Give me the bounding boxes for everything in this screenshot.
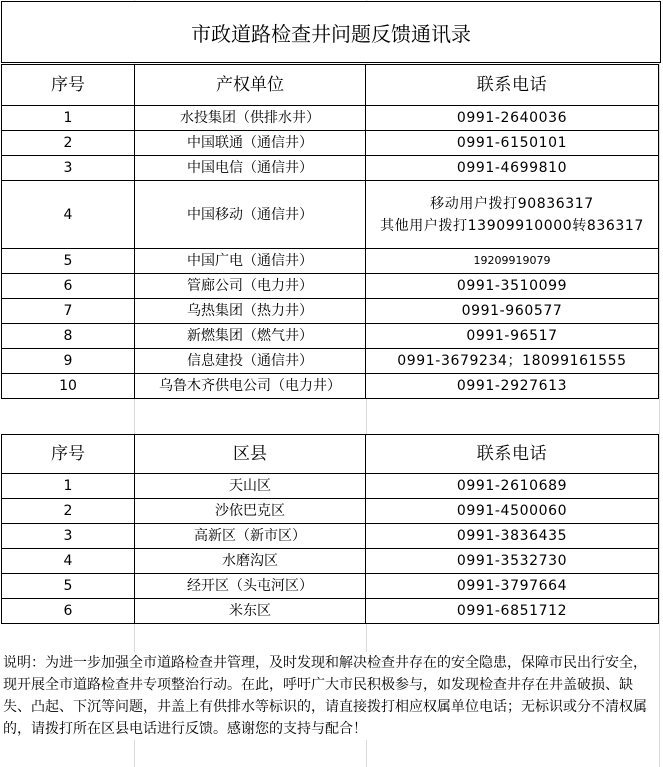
row-phone [366,181,659,249]
row-phone: 0991-4500060 [366,499,659,524]
row-no: 3 [2,524,135,549]
row-no: 7 [2,299,135,324]
header-no: 序号 [2,435,135,474]
district-table [1,434,659,624]
property-unit-table [1,64,659,399]
phone-line-other: 其他用户拨打13909910000转836317 [380,217,644,234]
table-row [2,131,659,156]
row-phone: 0991-3532730 [366,549,659,574]
row-no: 6 [2,274,135,299]
header-phone: 联系电话 [366,435,659,474]
header-unit: 产权单位 [135,65,366,106]
table-header-row [2,435,659,474]
row-district: 经开区（头屯河区） [135,574,366,599]
table-row [2,599,659,624]
table-row [2,524,659,549]
header-phone: 联系电话 [366,65,659,106]
explanation-note: 说明：为进一步加强全市道路检查井管理，及时发现和解决检查井存在的安全隐患，保障市民出行安全，现开展全市道路检查井专项整治行动。在此，呼吁广大市民积极参与，如发现检查井存在井盖破损、缺失、凸起、下沉等问题，井盖上有供排水等标识的，请直接拨打相应权属单位电话；无标识或分不清权属的，请拨打所在区县电话进行反馈。感谢您的支持与配合！ [3,652,659,740]
row-district: 沙依巴克区 [135,499,366,524]
row-no: 3 [2,156,135,181]
row-phone: 0991-3510099 [366,274,659,299]
row-no: 1 [2,474,135,499]
table-row [2,374,659,399]
row-phone: 0991-2927613 [366,374,659,399]
row-no: 5 [2,249,135,274]
row-phone: 0991-96517 [366,324,659,349]
row-phone: 0991-3679234；18099161555 [366,349,659,374]
row-phone: 0991-6150101 [366,131,659,156]
row-no: 4 [2,181,135,249]
table-row [2,274,659,299]
row-district: 水磨沟区 [135,549,366,574]
row-unit: 中国联通（通信井） [135,131,366,156]
row-unit: 乌热集团（热力井） [135,299,366,324]
row-no: 5 [2,574,135,599]
row-phone: 0991-4699810 [366,156,659,181]
row-no: 1 [2,106,135,131]
table-row [2,499,659,524]
row-no: 8 [2,324,135,349]
document-title: 市政道路检查井问题反馈通讯录 [1,1,661,63]
phone-line-mobile: 移动用户拨打90836317 [430,195,594,212]
row-no: 2 [2,131,135,156]
row-unit: 管廊公司（电力井） [135,274,366,299]
row-phone: 0991-6851712 [366,599,659,624]
row-unit: 新燃集团（燃气井） [135,324,366,349]
header-district: 区县 [135,435,366,474]
row-district: 天山区 [135,474,366,499]
table-row [2,249,659,274]
table-row [2,299,659,324]
table-row [2,574,659,599]
row-phone: 0991-960577 [366,299,659,324]
row-unit: 中国广电（通信井） [135,249,366,274]
table-row [2,181,659,249]
table-row [2,349,659,374]
table-row [2,549,659,574]
row-unit: 中国移动（通信井） [135,181,366,249]
row-phone: 19209919079 [366,249,659,274]
row-no: 2 [2,499,135,524]
row-unit: 信息建投（通信井） [135,349,366,374]
row-phone: 0991-2640036 [366,106,659,131]
header-no: 序号 [2,65,135,106]
row-no: 4 [2,549,135,574]
table-header-row [2,65,659,106]
table-row [2,156,659,181]
sheet-gridline [659,0,660,767]
table-row [2,106,659,131]
row-no: 9 [2,349,135,374]
row-phone: 0991-3797664 [366,574,659,599]
row-no: 6 [2,599,135,624]
row-unit: 水投集团（供排水井） [135,106,366,131]
row-unit: 中国电信（通信井） [135,156,366,181]
row-unit: 乌鲁木齐供电公司（电力井） [135,374,366,399]
row-district: 高新区（新市区） [135,524,366,549]
row-no: 10 [2,374,135,399]
table-row [2,474,659,499]
row-district: 米东区 [135,599,366,624]
table-row [2,324,659,349]
row-phone: 0991-3836435 [366,524,659,549]
row-phone: 0991-2610689 [366,474,659,499]
